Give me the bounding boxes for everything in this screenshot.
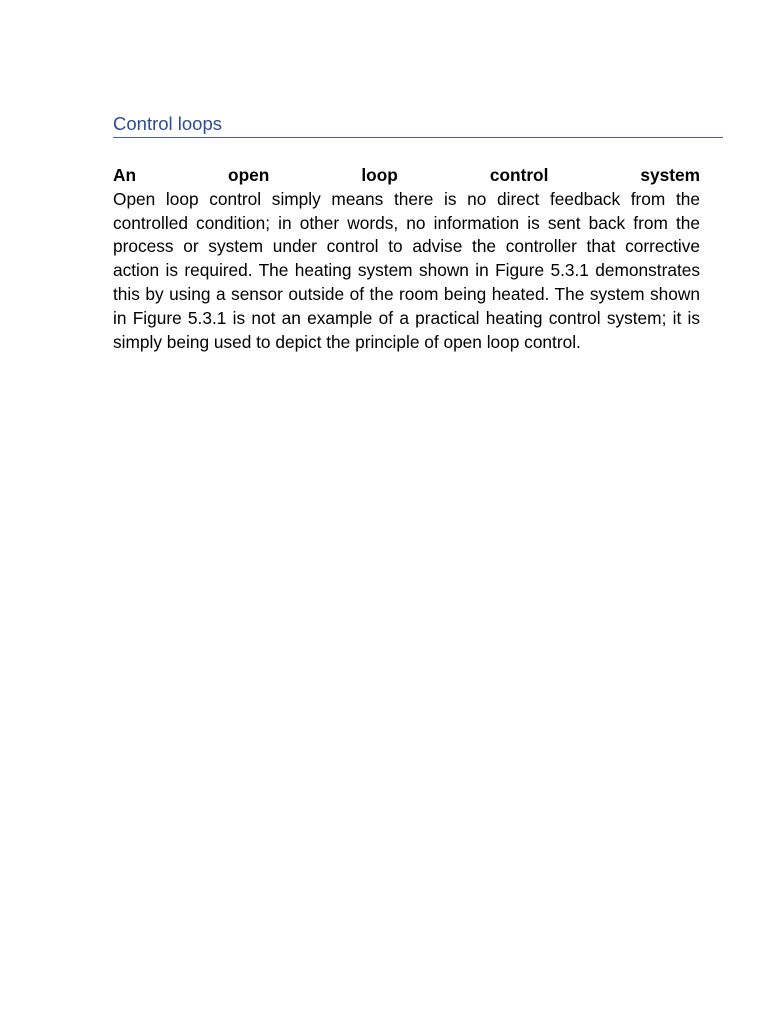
section-heading [113, 112, 723, 138]
subheading: An open loop control system [113, 165, 700, 185]
body-text [113, 164, 700, 354]
paragraph: Open loop control simply means there is no direct feedback from the controlled condition; in other words, no information is sent back from the process or system under control to advise the controller that corrective action is required. The heating system shown in Figure 5.3.1 demonstrates this by using a sensor outside of the room being heated. The system shown in Figure 5.3.1 is not an example of a practical heating control system; it is simply being used to depict the principle of open loop control. [113, 188, 700, 352]
section-title: Control loops [113, 113, 223, 134]
